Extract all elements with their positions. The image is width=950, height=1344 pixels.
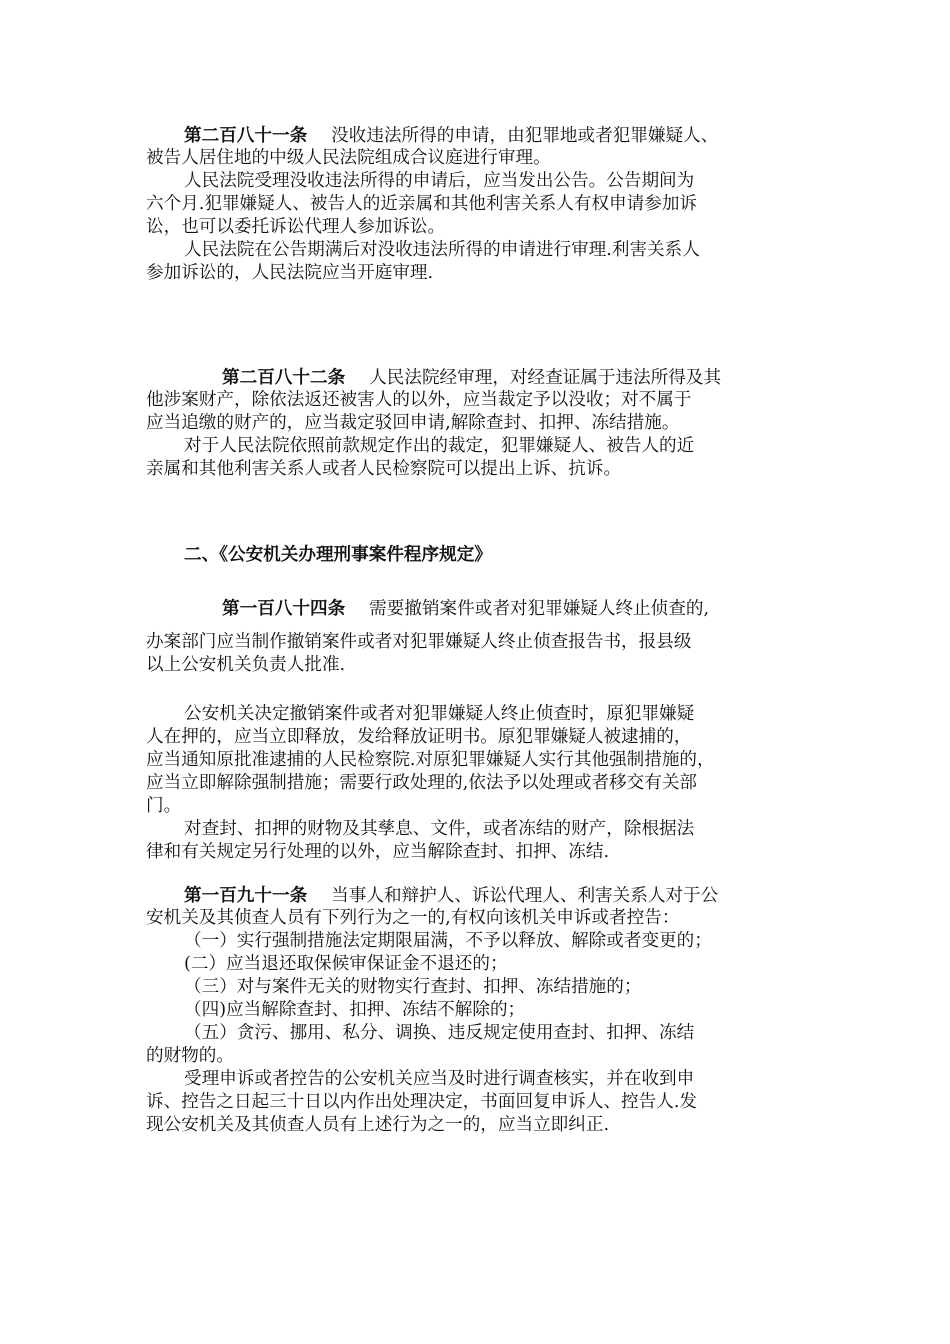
article-184-para2-line5: 门。	[146, 796, 182, 816]
article-191-item-5-text: （五）贪污、挪用、私分、调换、违反规定使用查封、扣押、冻结	[184, 1023, 695, 1043]
article-282-heading: 第二百八十二条	[222, 367, 346, 388]
article-191-item-3-text: （三）对与案件无关的财物实行查封、扣押、冻结措施的；	[184, 977, 642, 997]
article-191-item-5-line1	[146, 1022, 810, 1045]
article-191-para2-line3: 现公安机关及其侦查人员有上述行为之一的，应当立即纠正.	[146, 1115, 610, 1135]
article-281-para3-text1: 人民法院在公告期满后对没收违法所得的申请进行审理.利害关系人	[184, 240, 700, 260]
article-191-item-5-line2: 的财物的。	[146, 1046, 234, 1066]
article-184-para2-line3: 应当通知原批准逮捕的人民检察院.对原犯罪嫌疑人实行其他强制措施的，	[146, 750, 715, 770]
section-2-title-line	[146, 543, 810, 566]
article-281-para2-line2: 六个月.犯罪嫌疑人、被告人的近亲属和其他利害关系人有权申请参加诉	[146, 194, 698, 214]
article-184-para2-line1	[146, 703, 810, 726]
article-184-text-2: 办案部门应当制作撤销案件或者对犯罪嫌疑人终止侦查报告书，报县级	[146, 632, 692, 652]
article-191-item-3	[146, 976, 810, 999]
article-184-para2-text1: 公安机关决定撤销案件或者对犯罪嫌疑人终止侦查时，原犯罪嫌疑	[184, 704, 695, 724]
article-191-item-2	[146, 953, 810, 976]
article-191-para2-line2: 诉、控告之日起三十日以内作出处理决定，书面回复申诉人、控告人.发	[146, 1092, 698, 1112]
article-184-para2-line2: 人在押的，应当立即释放，发给释放证明书。原犯罪嫌疑人被逮捕的，	[146, 727, 692, 747]
article-184-para3-line1	[146, 818, 810, 841]
article-191-item-1	[146, 930, 810, 953]
article-282-first-line	[146, 366, 810, 389]
article-281-para3-line1	[146, 239, 810, 262]
article-184-para2	[146, 703, 810, 864]
article-191-heading: 第一百九十一条	[184, 885, 308, 906]
article-281-para2-text1: 人民法院受理没收违法所得的申请后，应当发出公告。公告期间为	[184, 171, 695, 191]
article-191-item-4-text: （四)应当解除查封、扣押、冻结不解除的；	[184, 1000, 526, 1020]
article-191-text-2: 安机关及其侦查人员有下列行为之一的,有权向该机关申诉或者控告：	[146, 908, 680, 928]
article-184	[146, 597, 810, 620]
article-281-text-2: 被告人居住地的中级人民法院组成合议庭进行审理。	[146, 148, 551, 168]
article-281-para2-line3: 讼，也可以委托诉讼代理人参加诉讼。	[146, 217, 446, 237]
article-282-text-3: 应当追缴的财产的，应当裁定驳回申请,解除查封、扣押、冻结措施。	[146, 413, 680, 433]
article-184-continued	[146, 631, 810, 677]
article-281	[146, 124, 810, 285]
article-281-text-1: 没收违法所得的申请，由犯罪地或者犯罪嫌疑人、	[331, 126, 719, 146]
article-282	[146, 366, 810, 481]
article-184-text-3: 以上公安机关负责人批准.	[146, 655, 346, 675]
article-191-text-1: 当事人和辩护人、诉讼代理人、利害关系人对于公	[331, 886, 719, 906]
article-281-first-line	[146, 124, 810, 147]
article-191-para2-line1	[146, 1068, 810, 1091]
section-2	[146, 543, 810, 566]
article-191	[146, 884, 810, 1137]
article-281-para3-line2: 参加诉讼的，人民法院应当开庭审理.	[146, 263, 434, 283]
article-282-para2-line1	[146, 435, 810, 458]
article-191-item-4	[146, 999, 810, 1022]
article-191-item-2-text: (二）应当退还取保候审保证金不退还的；	[184, 954, 508, 974]
article-281-para2-line1	[146, 170, 810, 193]
article-191-para2-text1: 受理申诉或者控告的公安机关应当及时进行调查核实，并在收到申	[184, 1069, 695, 1089]
article-282-para2-text1: 对于人民法院依照前款规定作出的裁定，犯罪嫌疑人、被告人的近	[184, 436, 695, 456]
article-191-first-line	[146, 884, 810, 907]
article-184-first-line	[146, 597, 810, 620]
article-184-para3-line2: 律和有关规定另行处理的以外，应当解除查封、扣押、冻结.	[146, 842, 610, 862]
article-184-para2-line4: 应当立即解除强制措施；需要行政处理的,依法予以处理或者移交有关部	[146, 773, 698, 793]
article-282-text-2: 他涉案财产，除依法返还被害人的以外，应当裁定予以没收；对不属于	[146, 390, 692, 410]
article-191-item-1-text: （一）实行强制措施法定期限届满，不予以释放、解除或者变更的；	[184, 931, 712, 951]
article-184-para3-text1: 对查封、扣押的财物及其孳息、文件，或者冻结的财产，除根据法	[184, 819, 695, 839]
section-2-title: 二、《公安机关办理刑事案件程序规定》	[184, 544, 492, 565]
article-281-heading: 第二百八十一条	[184, 125, 308, 146]
article-282-para2-line2: 亲属和其他利害关系人或者人民检察院可以提出上诉、抗诉。	[146, 459, 622, 479]
article-184-heading: 第一百八十四条	[222, 598, 346, 619]
article-184-text-1: 需要撤销案件或者对犯罪嫌疑人终止侦查的,	[369, 599, 710, 619]
article-282-text-1: 人民法院经审理，对经查证属于违法所得及其	[369, 368, 722, 388]
